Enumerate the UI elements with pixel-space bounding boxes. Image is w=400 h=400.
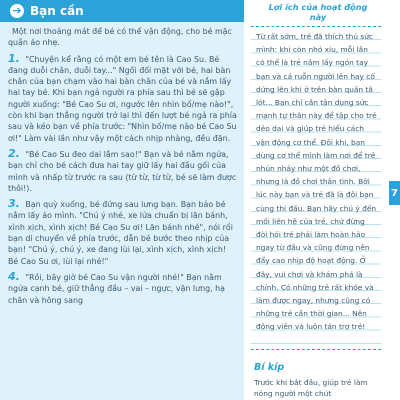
step-number: 3. bbox=[8, 197, 20, 211]
tip-text: Trước khi bắt đầu, giúp trẻ làm nóng người một chút bbox=[254, 378, 368, 398]
tip-title: Bí kíp bbox=[254, 362, 285, 373]
sidebar-body bbox=[256, 30, 378, 334]
section-header bbox=[0, 0, 244, 22]
step-number: 4. bbox=[8, 269, 20, 283]
step-text: "Chuyện kể rằng có một em bé tên là Cao Su. Bé đang duỗi chân, duỗi tay..." Ngồi đối mặt với bé, hai bàn chân của bạn chạm vào hai bàn chân của bé và nắm lấy hai tay bé. Khi bạn ngả người ra phía sau thì bé sẽ gập người xuống: "Bé Cao Su ơi, ngước lên nhìn bố/mẹ nào!", còn khi bạn thẳng người trở lại thì đến lượt bé ngả ra phía sau và kéo bạn về phía trước: "Nhìn bố/mẹ nào bé Cao Su ơi!" Làm vài lần như vậy một cách nhịp nhàng, đều đặn. bbox=[8, 54, 237, 143]
arrow-right-icon: ➔ bbox=[10, 4, 24, 18]
step-3 bbox=[8, 198, 238, 267]
step-1 bbox=[8, 53, 238, 144]
step-4 bbox=[8, 271, 238, 306]
step-number: 1. bbox=[8, 51, 20, 65]
step-text: Bạn quỳ xuống, bé đứng sau lưng bạn. Bạn bảo bé nắm lấy áo mình. "Chú ý nhé, xe lửa chuẩn bị lăn bánh, xình xịch, xình xịch! Bé Cao Su ơi! Lăn bánh nhé", nói rồi bạn di chuyển về phía trước, dẫn bé bước theo nhịp của bạn! "Chú ý, chú ý, xe đang lùi lại, xình xịch, xình xịch! Bé Cao Su ơi, lùi lại nhé!" bbox=[8, 200, 233, 266]
step-number: 2. bbox=[8, 146, 20, 160]
page-number: 7 bbox=[391, 187, 398, 199]
main-body bbox=[8, 26, 238, 310]
step-2 bbox=[8, 148, 238, 194]
sidebar-text: Từ rất sớm, trẻ đã thích thú sức mình: khi còn nhỏ xíu, mỗi lần có thể là trẻ nâm lấy ngón tay bạn và cả ruỗn người lên hay cố dứng lên khi ở trên bàn quấn tã lót... Bạn chỉ cần tận dụng sức mạnh tự thân này để tập cho trẻ dẻo dai và giúp trẻ hiểu cách vận động cơ thể. Đôi khi, bạn dùng cơ thể mình làm nơi để trẻ nhún nhảy như một đồ chơi, nhưng là đồ chơi thân tình. Bởi lúc này bạn và trẻ đã là đôi bạn cùng thi đấu. Bạn hãy chú ý đến mối liên hệ của trẻ, chứ đừng đòi hỏi trẻ phải làm hoàn hảo ngay từ đầu và cũng đừng nên đẩy cao nhịp độ hoạt động. Ở đây, vui chơi và khám phá là chính. Có những trẻ rất khỏe và làm được ngay, nhưng cũng có những trẻ cần thời gian... Nên động viên và luôn tán trợ trẻ! bbox=[256, 32, 377, 332]
sidebar-title: Lợi ích của hoạt động này bbox=[268, 2, 368, 22]
step-text: "Rồi, bây giờ bé Cao Su vận người nhé!" Bạn nằm ngửa cạnh bé, giữ thẳng đầu – vai – ngực, vặn lưng, hạ chân và hông sang bbox=[8, 272, 225, 305]
intro-text: Một nơi thoáng mát để bé có thể vận động, cho bé mặc quần áo nhẹ. bbox=[8, 27, 232, 48]
section-title: Bạn cần bbox=[30, 4, 84, 18]
step-text: "Bé Cao Su đeo dai lắm sao!" Bạn và bé nằm ngửa, bạn chỉ cho bé cách đưa hai tay giữ lấy hai đầu gối của mình và nhấp từ trước ra sau (từ từ, từ từ, bé sẽ làm được thôi!). bbox=[8, 149, 237, 193]
page-number-tab bbox=[389, 181, 400, 205]
